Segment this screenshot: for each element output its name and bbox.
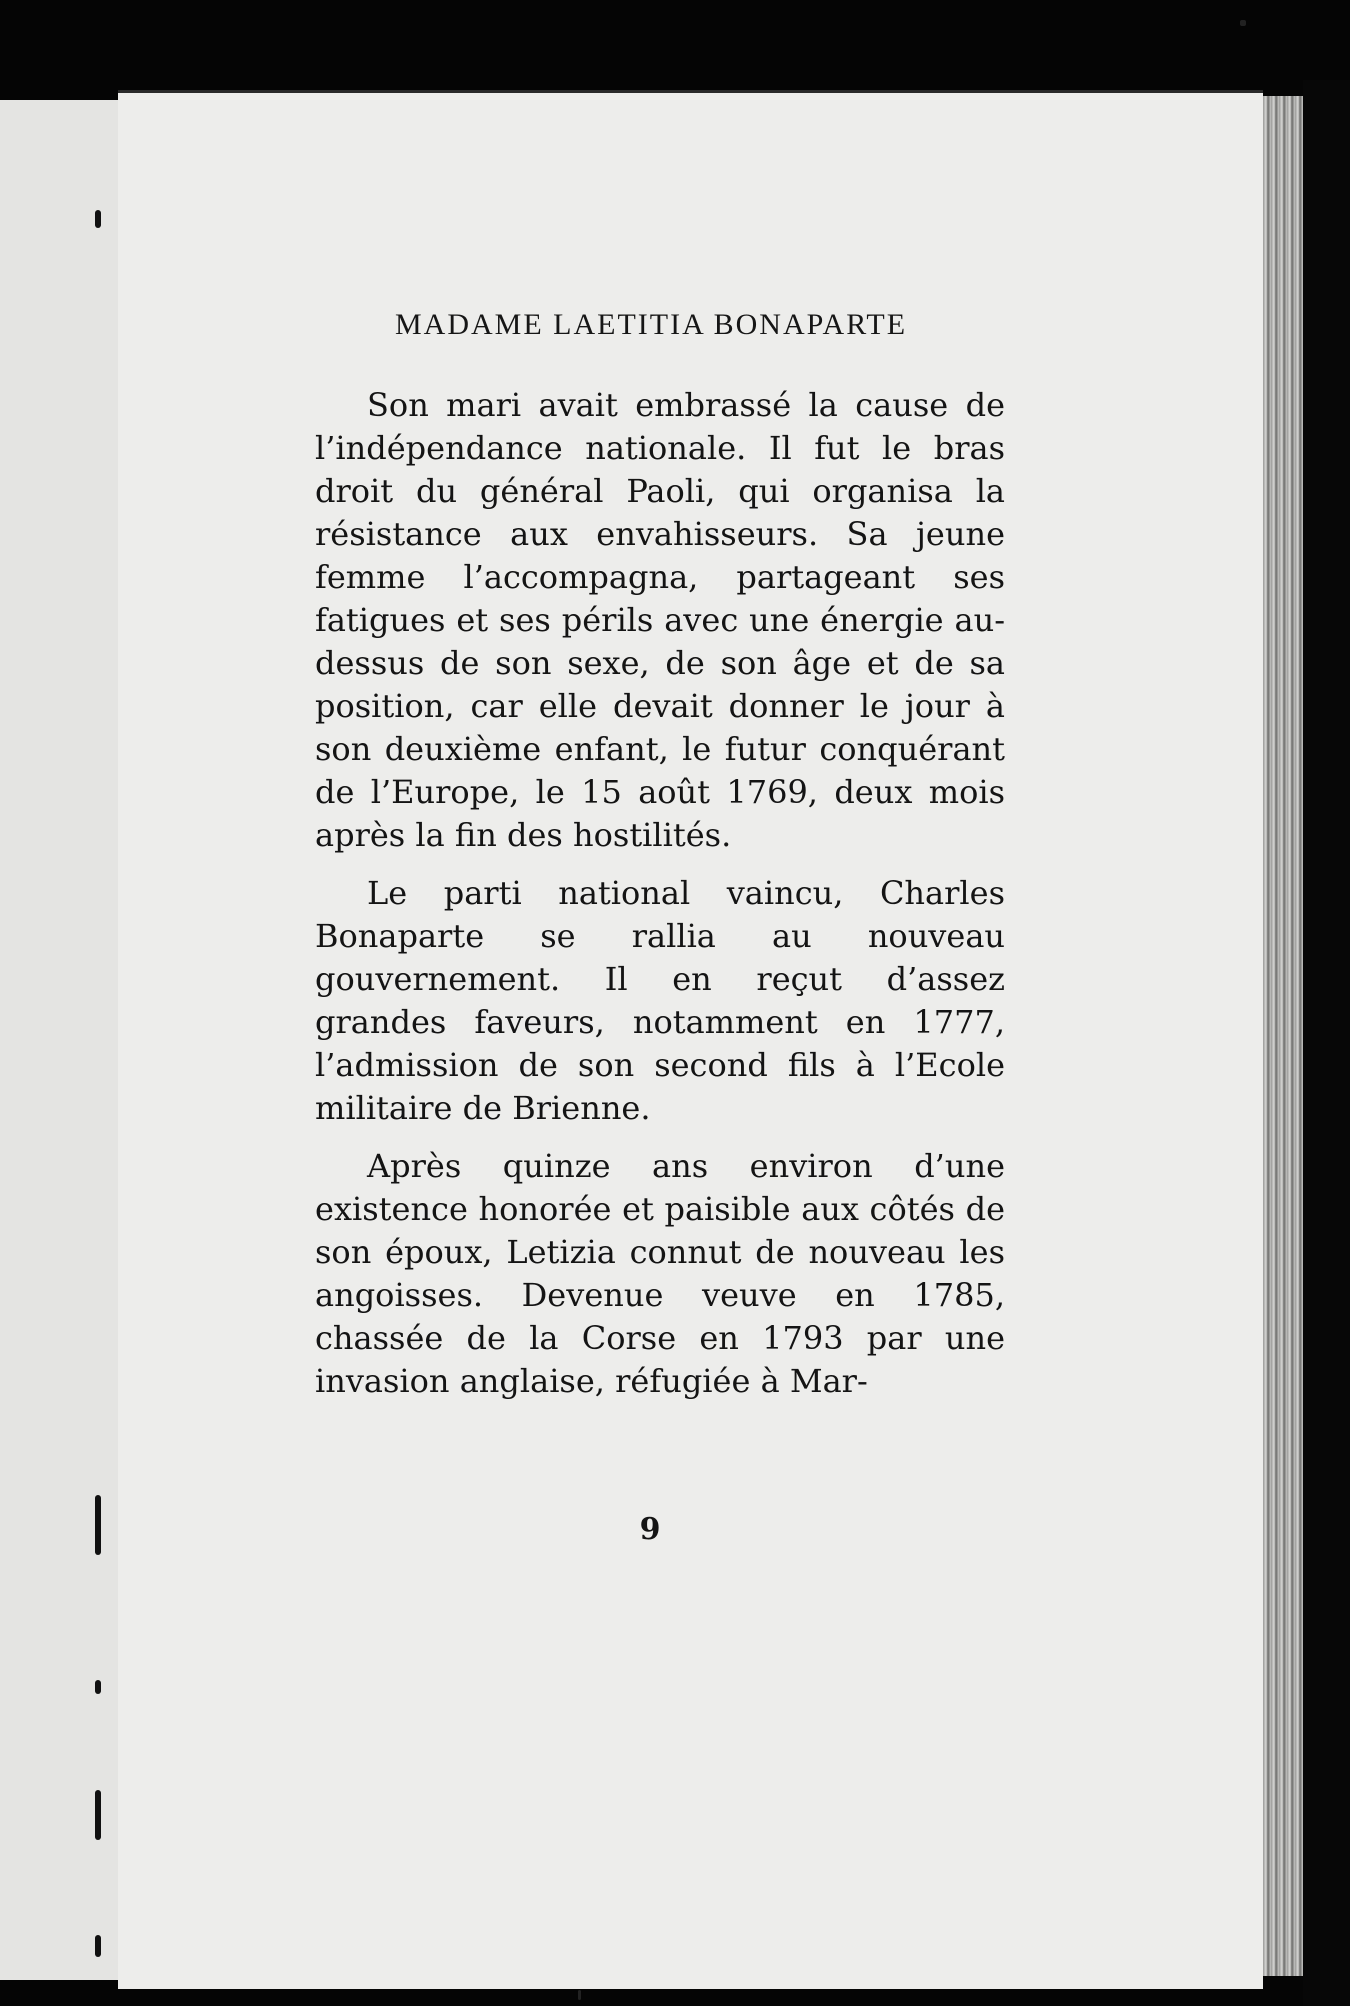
scan-speck	[1240, 20, 1246, 26]
body-text	[315, 384, 1005, 1418]
binding-mark	[95, 1790, 101, 1840]
binding-mark	[95, 1935, 101, 1957]
binding-mark	[95, 1680, 101, 1694]
scan-speck	[578, 1990, 581, 2000]
paragraph: Le parti national vaincu, Charles Bonaparte se rallia au nouveau gouvernement. Il en reçut d’assez grandes faveurs, notamment en 1777, l’admission de son second fils à l’Ecole militaire de Brienne.	[315, 874, 1005, 1127]
book-fore-edge	[1263, 96, 1303, 1976]
binding-mark	[95, 210, 101, 228]
paragraph: Après quinze ans environ d’une existence honorée et paisible aux côtés de son époux, Letizia connut de nouveau les angoisses. Devenue veuve en 1785, chassée de la Corse en 1793 par une invasion anglaise, réfugiée à Mar-	[315, 1147, 1005, 1400]
scan-border	[1303, 80, 1350, 2006]
paragraph: Son mari avait embrassé la cause de l’indépendance nationale. Il fut le bras droit du général Paoli, qui organisa la résistance aux envahisseurs. Sa jeune femme l’accompagna, partageant ses fatigues et ses périls avec une énergie au-dessus de son sexe, de son âge et de sa position, car elle devait donner le jour à son deuxième enfant, le futur conquérant de l’Europe, le 15 août 1769, deux mois après la fin des hostilités.	[315, 386, 1005, 854]
binding-mark	[95, 1495, 101, 1555]
previous-page-edge	[0, 100, 121, 1980]
page-number: 9	[639, 1512, 661, 1547]
running-head: MADAME LAETITIA BONAPARTE	[395, 308, 908, 341]
